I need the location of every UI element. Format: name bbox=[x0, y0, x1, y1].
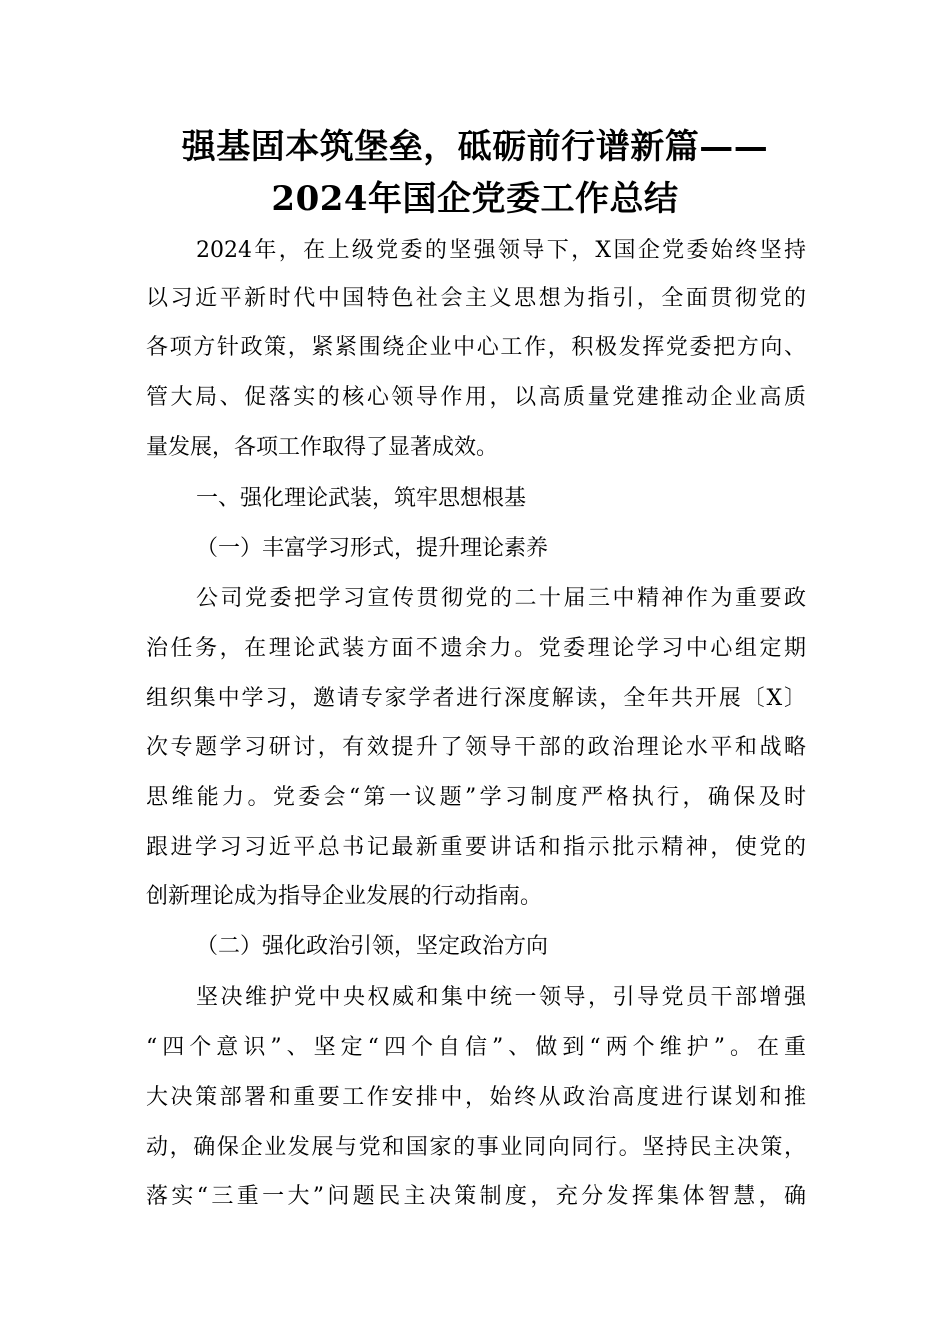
paragraph-line: 2024年，在上级党委的坚强领导下，X国企党委始终坚持 bbox=[196, 238, 806, 263]
paragraph-line: 公司党委把学习宣传贯彻党的二十届三中精神作为重要政 bbox=[196, 586, 806, 611]
paragraph-line: 各项方针政策，紧紧围绕企业中心工作，积极发挥党委把方向、 bbox=[146, 335, 806, 360]
document-title-line-2: 2024年国企党委工作总结 bbox=[271, 179, 679, 219]
section-heading: 一、强化理论武装，筑牢思想根基 bbox=[196, 486, 527, 511]
paragraph-line: 组织集中学习，邀请专家学者进行深度解读，全年共开展〔X〕 bbox=[146, 686, 806, 711]
paragraph-line: 思维能力。党委会“第一议题”学习制度严格执行，确保及时 bbox=[146, 785, 806, 810]
paragraph-line: 次专题学习研讨，有效提升了领导干部的政治理论水平和战略 bbox=[146, 735, 806, 760]
paragraph-line: 动，确保企业发展与党和国家的事业同向同行。坚持民主决策， bbox=[146, 1135, 806, 1160]
paragraph-line: 管大局、促落实的核心领导作用，以高质量党建推动企业高质 bbox=[146, 385, 806, 410]
paragraph-line: 落实“三重一大”问题民主决策制度，充分发挥集体智慧，确 bbox=[146, 1184, 806, 1209]
paragraph-line: 以习近平新时代中国特色社会主义思想为指引，全面贯彻党的 bbox=[146, 286, 806, 311]
paragraph-line: 坚决维护党中央权威和集中统一领导，引导党员干部增强 bbox=[196, 985, 806, 1010]
paragraph-line: 量发展，各项工作取得了显著成效。 bbox=[146, 435, 499, 460]
paragraph-line: 创新理论成为指导企业发展的行动指南。 bbox=[146, 884, 543, 909]
paragraph-line: 大决策部署和重要工作安排中，始终从政治高度进行谋划和推 bbox=[146, 1085, 806, 1110]
paragraph-line: 跟进学习习近平总书记最新重要讲话和指示批示精神，使党的 bbox=[146, 835, 806, 860]
subsection-heading: （一）丰富学习形式，提升理论素养 bbox=[196, 536, 549, 561]
paragraph-line: “四个意识”、坚定“四个自信”、做到“两个维护”。在重 bbox=[146, 1035, 806, 1060]
paragraph-line: 治任务，在理论武装方面不遗余力。党委理论学习中心组定期 bbox=[146, 636, 806, 661]
subsection-heading: （二）强化政治引领，坚定政治方向 bbox=[196, 934, 549, 959]
document-title-line-1: 强基固本筑堡垒，砥砺前行谱新篇—— bbox=[181, 127, 769, 167]
